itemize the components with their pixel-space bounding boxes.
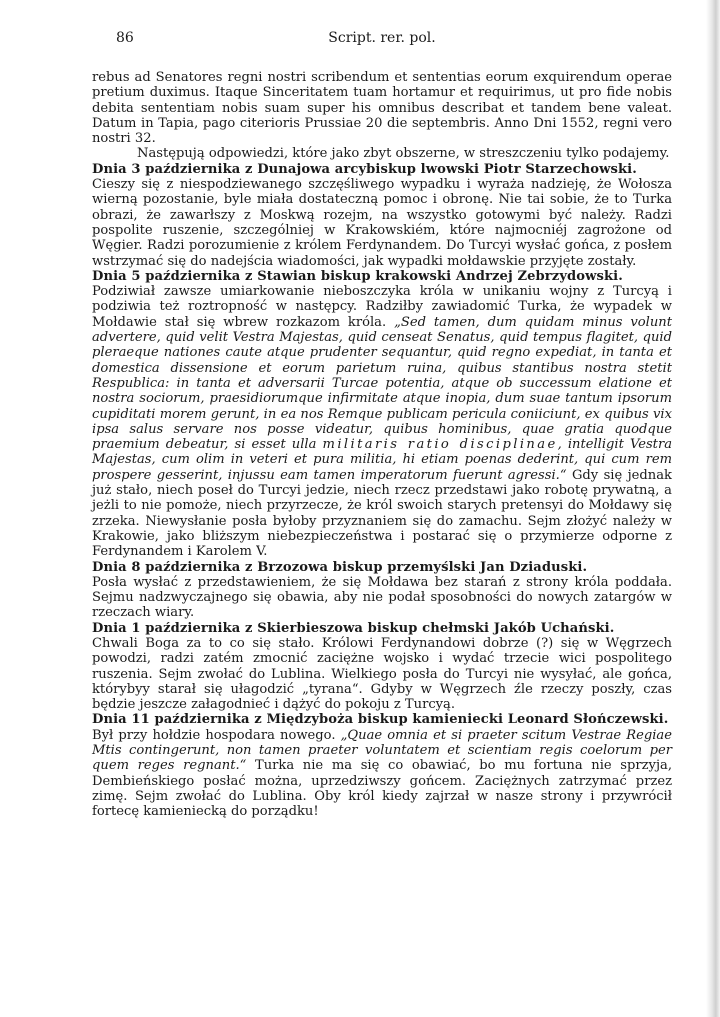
running-title: Script. rer. pol. [328,30,436,46]
entry-heading-starzechowski: Dnia 3 października z Dunajowa arcybiskup lwowski Piotr Starzechowski. [92,161,637,177]
paragraph-slonczewski [92,728,672,820]
latin-quote-continued: , intelligit Vestra Majestas, cum olim in veteri et pura militia, hi etiam poenas dederint, qui cum rem prospere gesserint, injussu eam tamen imperatorum fuerunt agressi.“ [92,437,673,483]
paragraph-zebrzydowski [92,284,672,559]
page-header [92,30,672,56]
paragraph-starzechowski: Cieszy się z niespodziewanego szczęśliwego wypadku i wyraża nadzieję, że Wołosza wierną pozostanie, byle miała dostateczną pomoc i obronę. Nie tai sobie, że to Turka obrazi, że zawarłszy z Moskwą rozejm, na wszystko gotowymi być należy. Radzi pospolite ruszenie, szczególniej w Krakowskiém, które najmocniéj zagrożone od Węgier. Radzi porozumienie z królem Ferdynandem. Do Turcyi wysłać gońca, z posłem wstrzymać się do nadejścia wiadomości, jak wypadki mołdawskie przyjęte zostały. [92,177,672,269]
document-body [92,70,672,820]
text-segment: Podziwiał zawsze umiarkowanie nieboszczyka króla w unikaniu wojny z Turcyą i podziwia też roztropność w następcy. Radziłby zawiadomić Turka, że wypadek w Mołdawie stał się wbrew rozkazom króla. [92,284,672,330]
paragraph-intro: Następują odpowiedzi, które jako zbyt obszerne, w streszczeniu tylko podajemy. [137,146,670,162]
text-segment-continued: Turka nie ma się co obawiać, bo mu fortuna nie sprzyja, Dembieńskiego posłać można, uprzedziwszy gońcem. Zaciężnych zatrzymać przez zimę. Sejm zwołać do Lublina. Oby król kiedy zajrzał w nasze strony i przywrócił fortecę kamieniecką do porządku! [92,758,672,820]
latin-quote: „Sed tamen, dum quidam minus volunt advertere, quid velit Vestra Majestas, quid censeat Senatus, quid tempus flagitet, quid pleraeque nationes caute atque prudenter sequantur, quid regno expediat, in tanta et domestica dissensione et eorum parietum ruina, quibus stantibus nostra stetit Respublica: in tanta et adversarii Turcae potentia, atque ob successum elatione et nostra sociorum, praesidiorumque infirmitate atque inopia, dum suae tantum ipsorum cupiditati morem gerunt, in ea nos Remque publicam pericula coniiciunt, ex quibus vix ipsa salus servare nos posse videatur, quibus hominibus, quae gratia quodque praemium debeatur, si esset ulla [92,314,672,453]
page-edge-shadow [706,0,720,1017]
entry-heading-uchanski: Dnia 1 października z Skierbieszowa biskup chełmski Jakób Uchański. [92,620,615,636]
entry-heading-dziaduski: Dnia 8 października z Brzozowa biskup przemyślski Jan Dziaduski. [92,559,588,575]
entry-heading-slonczewski: Dnia 11 października z Międzyboża biskup kamieniecki Leonard Słończewski. [92,712,669,728]
spaced-latin-phrase: militaris ratio disciplinae [322,437,558,453]
paragraph-dziaduski: Posła wysłać z przedstawieniem, że się Mołdawa bez starań z strony króla poddała. Sejmu nadzwyczajnego się obawia, aby nie podał sposobności do nowych zatargów w rzeczach wiary. [92,574,672,621]
latin-quote: „Quae omnia et si praeter scitum Vestrae Regiae Mtis contingerunt, non tamen praeter voluntatem et scientiam regis coelorum per quem reges regnant.“ [92,727,672,774]
page-number: 86 [116,30,134,46]
entry-heading-zebrzydowski: Dnia 5 października z Stawian biskup krakowski Andrzej Zebrzydowski. [92,268,623,284]
paragraph-latin-letter: rebus ad Senatores regni nostri scribendum et sententias eorum exquirendum operae pretium duximus. Itaque Sinceritatem tuam hortamur et requirimus, ut pro fide nobis debita sententiam nobis suam super his omnibus describat et tandem bene valeat. Datum in Tapia, pago citerioris Prussiae 20 die septembris. Anno Dni 1552, regni vero nostri 32. [92,70,672,147]
text-segment: Był przy hołdzie hospodara nowego. [92,727,336,743]
paragraph-uchanski: Chwali Boga za to co się stało. Królowi Ferdynandowi dobrze (?) się w Węgrzech powodzi, radzi zatém zmocnić zaciężne wojsko i wydać trzecie wici pospolitego ruszenia. Sejm zwołać do Lublina. Wielkiego posła do Turcyi nie wysyłać, ale gońca, którybyy starał się ułagodzić „tyrana“. Gdyby w Węgrzech źle rzeczy poszły, czas będzie jeszcze załagodnieć i dążyć do pokoju z Turcyą. [92,635,672,713]
text-segment-continued: Gdy się jednak już stało, niech poseł do Turcyi jedzie, niech rzecz przedstawi jako robotę prywatną, a jeżli to nie pomoże, niech przyrzecze, że król swoich starych pretensyi do Mołdawy się zrzeka. Niewysłanie posła byłoby przyznaniem się do zamachu. Sejm złożyć należy w Krakowie, jako bliższym niebezpieczeństwa i postarać się o przymierze odporne z Ferdynandem i Karolem V. [92,467,672,560]
